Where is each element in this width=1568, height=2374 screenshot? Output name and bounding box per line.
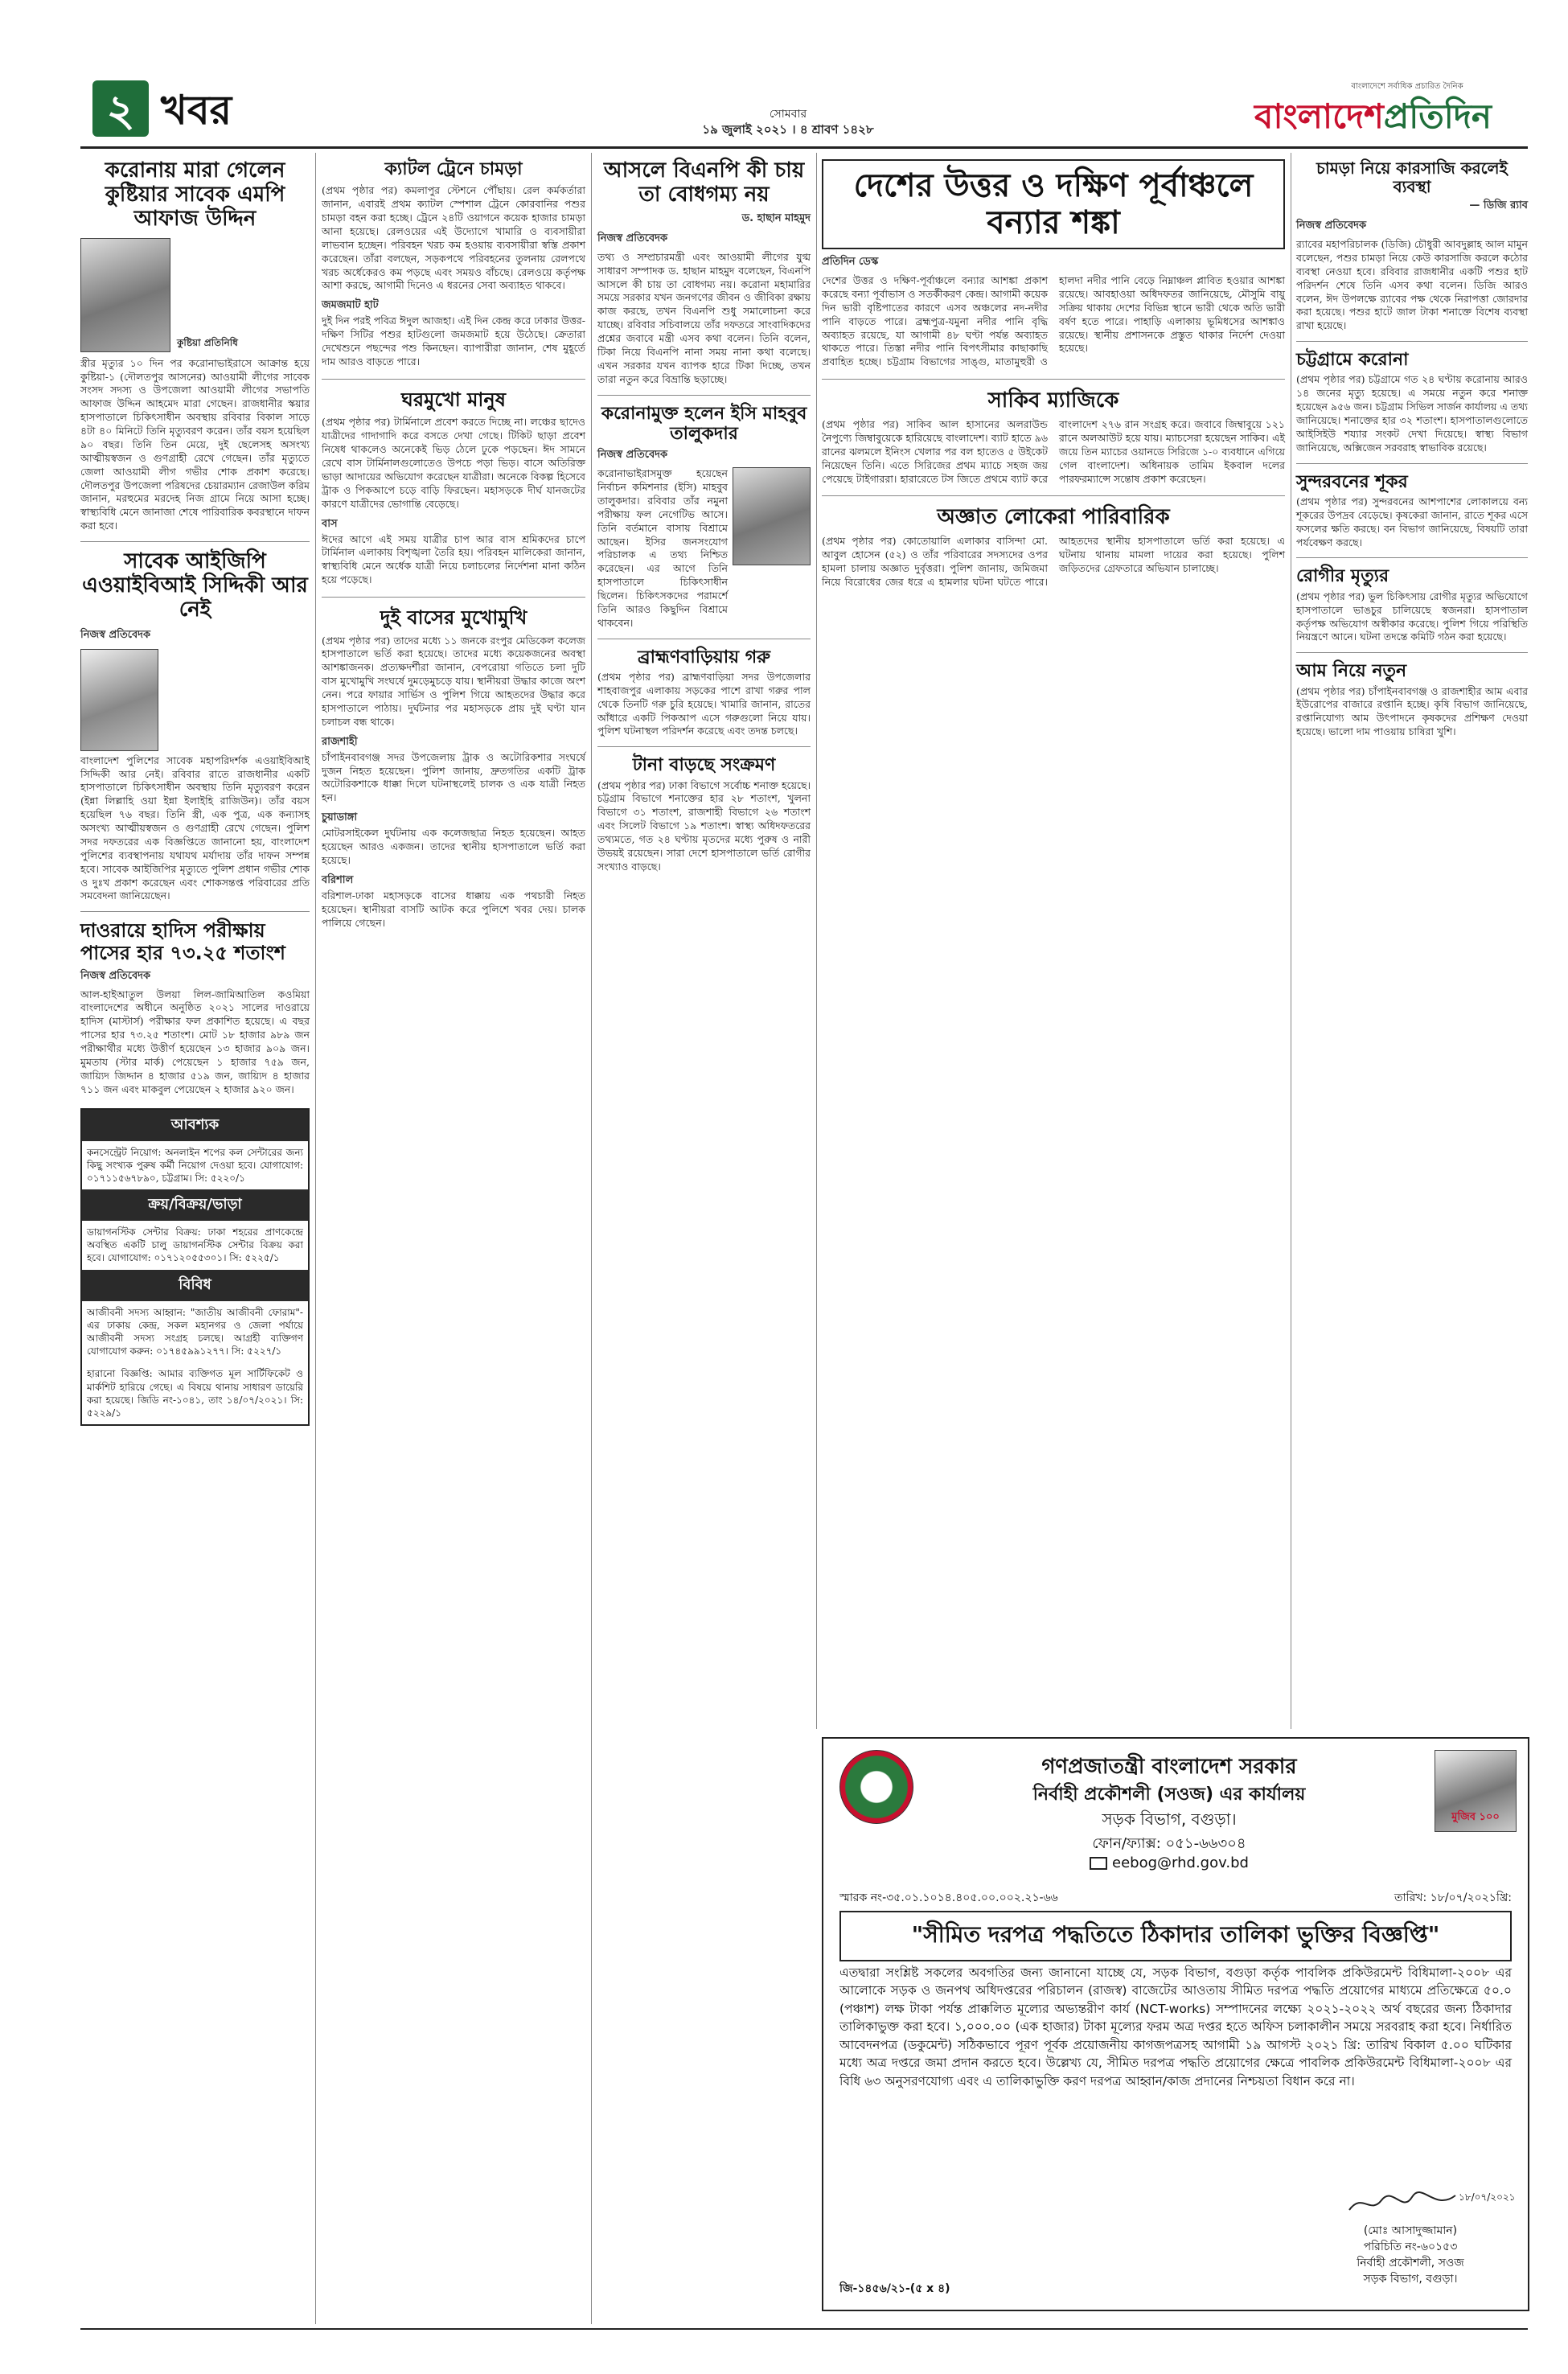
column-right: [1296, 153, 1528, 739]
article-body: ঈদের আগে এই সময় যাত্রীর চাপ আর বাস শ্রমিকদের চাপে টার্মিনাল এলাকায় বিশৃঙ্খলা তৈরি হয়। পরিবহন মালিকেরা জানান, স্বাস্থ্যবিধি মেনে অর্ধেক যাত্রী নিয়ে চলাচলের নির্দেশনা মানা কঠিন হয়ে পড়েছে।: [322, 532, 585, 586]
divider: [1296, 341, 1528, 342]
article-body: (প্রথম পৃষ্ঠার পর) তাদের মধ্যে ১১ জনকে রংপুর মেডিকেল কলেজ হাসপাতালে ভর্তি করা হয়েছে। তাদের মধ্যে কয়েকজনের অবস্থা আশঙ্কাজনক। প্রত্যক্ষদর্শীরা জানান, বেপরোয়া গতিতে চলা দুটি বাস মুখোমুখি সংঘর্ষে দুমড়েমুচড়ে যায়। স্থানীয়রা উদ্ধার কাজে অংশ নেন। পরে ফায়ার সার্ভিস ও পুলিশ গিয়ে আহতদের উদ্ধার করে হাসপাতালে পাঠায়। দুর্ঘটনার পর মহাসড়কে প্রায় দুই ঘণ্টা যান চলাচল বন্ধ থাকে।: [322, 634, 585, 728]
classified-ad: কনসেন্ট্রেট নিয়োগ: অনলাইন শপের কল সেন্টারের জন্য কিছু সংখ্যক পুরুষ কর্মী নিয়োগ দেওয়া হবে। যোগাযোগ: ০১৭১১৫৬৭৮৯০, চট্টগ্রাম। সি: ৫২২০/১: [87, 1146, 303, 1184]
divider: [597, 395, 811, 396]
article-headline: সাবেক আইজিপি এওয়াইবিআই সিদ্দিকী আর নেই: [82, 549, 308, 622]
column-third: [597, 153, 811, 874]
article-body: (প্রথম পৃষ্ঠার পর) কোতোয়ালি এলাকার বাসিন্দা মো. আবুল হোসেন (৫২) ও তাঁর পরিবারের সদস্যদের ওপর হামলা চালায় অজ্ঞাত দুর্বৃত্তরা। পুলিশ জানায়, জমিজমা নিয়ে বিরোধের জের ধরে এ হামলার ঘটনা ঘটতে পারে। আহতদের স্থানীয় হাসপাতালে ভর্তি করা হয়েছে। এ ঘটনায় থানায় মামলা দায়ের করা হয়েছে। পুলিশ জড়িতদের গ্রেফতারে অভিযান চালাচ্ছে।: [822, 535, 1285, 588]
ad-org: গণপ্রজাতন্ত্রী বাংলাদেশ সরকার: [1041, 1755, 1297, 1779]
article-headline: দাওরায়ে হাদিস পরীক্ষায় পাসের হার ৭৩.২৫ শতাংশ: [80, 919, 285, 964]
masthead-rule: [80, 146, 1528, 149]
ad-title: "সীমিত দরপত্র পদ্ধতিতে ঠিকাদার তালিকা ভুক্তির বিজ্ঞপ্তি": [911, 1921, 1440, 1948]
mujib-logo-text: মুজিব ১০০: [1451, 1811, 1500, 1823]
sign-date: ১৮/০৭/২০২১: [1459, 2191, 1516, 2203]
article-body: (প্রথম পৃষ্ঠার পর) ঢাকা বিভাগে সর্বোচ্চ শনাক্ত হয়েছে। চট্টগ্রাম বিভাগে শনাক্তের হার ২৮ শতাংশ, খুলনা বিভাগে ৩১ শতাংশ, রাজশাহী বিভাগে ২৬ শতাংশ এবং সিলেট বিভাগে ১৯ শতাংশ। স্বাস্থ্য অধিদফতরের তথ্যমতে, গত ২৪ ঘণ্টায় মৃতদের মধ্যে পুরুষ ও নারী উভয়ই রয়েছেন। সারা দেশে হাসপাতালে ভর্তি রোগীর সংখ্যাও বাড়ছে।: [597, 778, 811, 873]
article-headline: সাকিব ম্যাজিকে: [987, 388, 1119, 413]
article-body: বরিশাল-ঢাকা মহাসড়কে বাসের ধাক্কায় এক পথচারী নিহত হয়েছেন। স্থানীয়রা বাসটি আটক করে পুলিশে খবর দেয়। চালক পালিয়ে গেছেন।: [322, 889, 585, 929]
column-second: [322, 153, 585, 930]
article-byline: নিজস্ব প্রতিবেদক: [597, 449, 668, 462]
divider: [1296, 463, 1528, 464]
ad-signer-dept: সড়ক বিভাগ, বগুড়া।: [1363, 2273, 1458, 2286]
divider: [322, 379, 585, 380]
paper-tagline: বাংলাদেশে সর্বাধিক প্রচারিত দৈনিক: [1351, 82, 1463, 91]
classified-ad: আজীবনী সদস্য আহ্বান: "জাতীয় আজীবনী ফোরাম"-এর ঢাকায় কেন্দ্র, সকল মহানগর ও জেলা পর্যায়ে আজীবনী সদস্য সংগ্রহ চলছে। আগ্রহী ব্যক্তিগণ যোগাযোগ করুন: ০১৭৪৫৯৯১২৭৭। সি: ৫২২৭/১: [87, 1306, 303, 1357]
column-left: [80, 153, 310, 1426]
article-body: চাঁপাইনবাবগঞ্জ সদর উপজেলায় ট্রাক ও অটোরিকশার সংঘর্ষে দুজন নিহত হয়েছেন। পুলিশ জানায়, দ্রুতগতির একটি ট্রাক অটোরিকশাকে ধাক্কা দিলে ঘটনাস্থলেই চালক ও এক যাত্রী নিহত হন।: [322, 750, 585, 804]
divider: [822, 379, 1285, 380]
column-rule: [591, 153, 592, 2324]
person-photo: [80, 649, 158, 751]
article-headline: দুই বাসের মুখোমুখি: [380, 606, 527, 630]
article-body: (প্রথম পৃষ্ঠার পর) ব্রাহ্মণবাড়িয়া সদর উপজেলার শাহবাজপুর এলাকায় সড়কের পাশে রাখা গরুর পাল থেকে তিনটি গরু চুরি হয়েছে। খামারি জানান, রাতের আঁধারে একটি পিকআপ এসে গরুগুলো নিয়ে যায়। পুলিশ ঘটনাস্থল পরিদর্শন করেছে এবং তদন্ত চলছে।: [597, 670, 811, 737]
article-body: (প্রথম পৃষ্ঠার পর) কমলাপুর স্টেশনে পৌঁছায়। রেল কর্মকর্তারা জানান, এবারই প্রথম ক্যাটল স্পেশাল ট্রেনে কোরবানির পশুর চামড়া বহন করা হচ্ছে। ট্রেনে ২৪টি ওয়াগনে কয়েক হাজার চামড়া আনা হয়েছে। রেলওয়ের এই উদ্যোগে খামারি ও ব্যবসায়ীরা লাভবান হচ্ছেন। পরিবহন খরচ কম হওয়ায় ব্যবসায়ীরা স্বস্তি প্রকাশ করেছেন। তাঁরা বলছেন, সড়কপথে পরিবহনের তুলনায় রেলপথে খরচ অর্ধেকেরও কম পড়ছে এবং সময়ও বাঁচছে। রেলওয়ে কর্তৃপক্ষ আশা করছে, আগামী দিনেও এ ধরনের সেবা অব্যাহত থাকবে।: [322, 184, 585, 292]
article-body: (প্রথম পৃষ্ঠার পর) সুন্দরবনের আশপাশের লোকালয়ে বন্য শূকরের উপদ্রব বেড়েছে। কৃষকেরা জানান, রাতে শূকর এসে ফসলের ক্ষতি করছে। বন বিভাগ জানিয়েছে, বিষয়টি তারা পর্যবেক্ষণ করছে।: [1296, 495, 1528, 548]
paper-logo-part-a: বাংলাদেশ: [1254, 97, 1384, 136]
article-body: স্ত্রীর মৃত্যুর ১০ দিন পর করোনাভাইরাসে আক্রান্ত হয়ে কুষ্টিয়া-১ (দৌলতপুর আসনের) আওয়ামী লীগের সাবেক সংসদ সদস্য ও উপজেলা আওয়ামী লীগের সভাপতি আফাজ উদ্দিন আহমেদ মারা গেছেন। রাজধানীর স্কয়ার হাসপাতালে চিকিৎসাধীন অবস্থায় রবিবার বিকাল সাড়ে ৪টা ৪০ মিনিটে তিনি মৃত্যুবরণ করেন। তাঁর বয়স হয়েছিল ৯০ বছর। তিনি তিন মেয়ে, দুই ছেলেসহ অসংখ্য আত্মীয়স্বজন ও গুণগ্রাহী রেখে গেছেন। তাঁর মৃত্যুতে জেলা আওয়ামী লীগ গভীর শোক প্রকাশ করেছে। দৌলতপুর উপজেলা পরিষদের চেয়ারম্যান রেজাউল করিম জানান, মরহুমের মরদেহ নিজ গ্রামে নিয়ে আসা হচ্ছে। স্বাস্থ্যবিধি মেনে জানাজা শেষে পারিবারিক কবরস্থানে দাফন করা হবে।: [80, 356, 310, 532]
article-byline: কুষ্টিয়া প্রতিনিধি: [177, 336, 238, 348]
article-headline: ঘরমুখো মানুষ: [401, 388, 506, 411]
column-center: [822, 153, 1285, 589]
divider: [80, 911, 310, 912]
article-body: তথ্য ও সম্প্রচারমন্ত্রী এবং আওয়ামী লীগের যুগ্ম সাধারণ সম্পাদক ড. হাছান মাহমুদ বলেছেন, বিএনপি আসলে কী চায় তা বোধগম্য নয়। করোনা মহামারির সময়ে সরকার যখন জনগণের জীবন ও জীবিকা রক্ষায় কাজ করছে, তখন বিএনপি শুধু সমালোচনা করে যাচ্ছে। রবিবার সচিবালয়ে তাঁর দফতরে সাংবাদিকদের প্রশ্নের জবাবে মন্ত্রী এসব কথা বলেন। তিনি বলেন, টিকা নিয়ে বিএনপি নানা সময় নানা কথা বলেছে। এখন সরকার যখন ব্যাপক হারে টিকা দিচ্ছে, তখন তারা নতুন করে বিভ্রান্তি ছড়াচ্ছে।: [597, 250, 811, 385]
classified-ad: ডায়াগনস্টিক সেন্টার বিক্রয়: ঢাকা শহরের প্রাণকেন্দ্রে অবস্থিত একটি চালু ডায়াগনস্টিক সেন্টার বিক্রয় করা হবে। যোগাযোগ: ০১৭১২০৫৫৩০১। সি: ৫২২৫/১: [87, 1226, 303, 1264]
paper-logo-part-b: প্রতিদিন: [1383, 97, 1492, 136]
article-headline: চামড়া নিয়ে কারসাজি করলেই ব্যবস্থা: [1316, 158, 1508, 196]
ad-phone: ফোন/ফ্যাক্স: ০৫১-৬৬৩০৪: [1092, 1835, 1246, 1852]
article-body-lead: [165, 649, 168, 751]
article-byline: নিজস্ব প্রতিবেদক: [80, 969, 151, 982]
article-subhead: চুয়াডাঙ্গা: [322, 811, 358, 824]
divider: [1296, 557, 1528, 558]
masthead: [0, 0, 1568, 153]
article-headline: চট্টগ্রামে করোনা: [1296, 350, 1409, 371]
article-headline: ব্রাহ্মণবাড়িয়ায় গরু: [637, 647, 771, 667]
ad-office: নির্বাহী প্রকৌশলী (সওজ) এর কার্যালয়: [1032, 1785, 1306, 1805]
classified-heading: বিবিধ: [82, 1270, 308, 1301]
article-subhead: রাজশাহী: [322, 735, 358, 748]
article-subhead: ড. হাছান মাহমুদ: [741, 212, 811, 224]
article-headline: টানা বাড়ছে সংক্রমণ: [632, 755, 776, 776]
article-byline: নিজস্ব প্রতিবেদক: [80, 628, 151, 641]
ad-memo: স্মারক নং-৩৫.০১.১০১৪.৪০৫.০০.০০২.২১-৬৬: [839, 1891, 1058, 1904]
ad-signer-title: নির্বাহী প্রকৌশলী, সওজ: [1357, 2257, 1464, 2269]
section-name: খবর: [161, 87, 232, 133]
article-subhead: বাস: [322, 517, 338, 530]
government-tender-ad: [822, 1737, 1529, 2311]
email-icon: [1090, 1857, 1107, 1870]
ad-signer-id: পরিচিতি নং-৬০১৫৩: [1363, 2241, 1458, 2253]
ad-title-box: [839, 1911, 1512, 1961]
article-body: (প্রথম পৃষ্ঠার পর) চট্টগ্রামে গত ২৪ ঘণ্টায় করোনায় আরও ১৪ জনের মৃত্যু হয়েছে। এ সময়ে নতুন করে শনাক্ত হয়েছেন ৯৫৬ জন। চট্টগ্রাম সিভিল সার্জন কার্যালয় এ তথ্য জানিয়েছে। শনাক্তের হার ৩২ শতাংশ। হাসপাতালগুলোতে আইসিইউ শয্যার সংকট দেখা দিয়েছে। স্বাস্থ্য বিভাগ জানিয়েছে, অক্সিজেন সরবরাহ স্বাভাবিক রয়েছে।: [1296, 373, 1528, 454]
footer-rule: [80, 2328, 1528, 2330]
article-headline: করোনায় মারা গেলেন কুষ্টিয়ার সাবেক এমপি আফাজ উদ্দিন: [105, 158, 285, 231]
paper-logo: [1254, 90, 1528, 138]
article-body: দুই দিন পরই পবিত্র ঈদুল আজহা। এই দিন কেন্দ্র করে ঢাকার উত্তর-দক্ষিণ সিটির পশুর হাটগুলো জমজমাট হয়ে উঠেছে। ক্রেতারা দেখেশুনে পছন্দের পশু কিনছেন। ব্যাপারীরা জানান, শেষ মুহূর্তে দাম আরও বাড়তে পারে।: [322, 314, 585, 368]
signature: [1346, 2189, 1459, 2218]
article-body: (প্রথম পৃষ্ঠার পর) টার্মিনালে প্রবেশ করতে দিচ্ছে না। লঞ্চের ছাদেও যাত্রীদের গাদাগাদি করে বসতে দেখা গেছে। টিকিট ছাড়া প্রবেশ নিষেধ থাকলেও অনেকেই ভিড় ঠেলে ঢুকে পড়ছেন। ঈদ সামনে রেখে বাস টার্মিনালগুলোতেও উপচে পড়া ভিড়। বাসে অতিরিক্ত ভাড়া আদায়ের অভিযোগ করেছেন যাত্রীরা। অনেকে বিকল্প হিসেবে ট্রাক ও পিকআপে চড়ে বাড়ি ফিরছেন। মহাসড়কে দীর্ঘ যানজটের কারণে যাত্রীদের ভোগান্তি বেড়েছে।: [322, 416, 585, 510]
divider: [1296, 652, 1528, 653]
ad-email: eebog@rhd.gov.bd: [1112, 1854, 1249, 1871]
column-rule: [816, 153, 817, 1729]
article-body: মোটরসাইকেল দুর্ঘটনায় এক কলেজছাত্র নিহত হয়েছেন। আহত হয়েছেন আরও একজন। তাদের স্থানীয় হাসপাতালে ভর্তি করা হয়েছে।: [322, 827, 585, 866]
divider: [597, 746, 811, 747]
article-body: (প্রথম পৃষ্ঠার পর) চাঁপাইনবাবগঞ্জ ও রাজশাহীর আম এবার ইউরোপের বাজারে রপ্তানি হচ্ছে। কৃষি বিভাগ জানিয়েছে, রপ্তানিযোগ্য আম উৎপাদনে কৃষকদের প্রশিক্ষণ দেওয়া হয়েছে। ভালো দাম পাওয়ায় চাষিরা খুশি।: [1296, 684, 1528, 738]
article-subhead: জমজমাট হাট: [322, 299, 379, 312]
article-body: দেশের উত্তর ও দক্ষিণ-পূর্বাঞ্চলে বন্যার আশঙ্কা প্রকাশ করেছে বন্যা পূর্বাভাস ও সতর্কীকরণ কেন্দ্র। আগামী কয়েক দিন ভারী বৃষ্টিপাতের কারণে এসব অঞ্চলের নদ-নদীর পানি বাড়তে পারে। ব্রহ্মপুত্র-যমুনা নদীর পানি বৃদ্ধি অব্যাহত রয়েছে, যা আগামী ৪৮ ঘণ্টা পর্যন্ত অব্যাহত থাকতে পারে। তিস্তা নদীর পানি বিপৎসীমার কাছাকাছি প্রবাহিত হচ্ছে। চট্টগ্রাম বিভাগের সাঙ্গু, মাতামুহুরী ও হালদা নদীর পানি বেড়ে নিম্নাঞ্চল প্লাবিত হওয়ার আশঙ্কা রয়েছে। আবহাওয়া অধিদফতর জানিয়েছে, মৌসুমি বায়ু সক্রিয় থাকায় দেশের বিভিন্ন স্থানে ভারী থেকে অতি ভারী বর্ষণ হতে পারে। পাহাড়ি এলাকায় ভূমিধসের আশঙ্কাও রয়েছে। স্থানীয় প্রশাসনকে প্রস্তুত থাকার নির্দেশ দেওয়া হয়েছে।: [822, 274, 1285, 368]
article-headline: সুন্দরবনের শূকর: [1296, 471, 1408, 492]
classified-ad: হারানো বিজ্ঞপ্তি: আমার ব্যক্তিগত মূল সার্টিফিকেট ও মার্কশিট হারিয়ে গেছে। এ বিষয়ে থানায় সাধারণ ডায়েরি করা হয়েছে। জিডি নং-১০৪১, তাং ১৪/০৭/২০২১। সি: ৫২২৯/১: [87, 1368, 303, 1419]
article-byline: নিজস্ব প্রতিবেদক: [1296, 220, 1367, 232]
article-body: আল-হাইআতুল উলয়া লিল-জামিআতিল কওমিয়া বাংলাদেশের অধীনে অনুষ্ঠিত ২০২১ সালের দাওরায়ে হাদিস (মাস্টার্স) পরীক্ষার ফল প্রকাশিত হয়েছে। এ বছর পাসের হার ৭৩.২৫ শতাংশ। মোট ১৮ হাজার ৯৮৯ জন পরীক্ষার্থীর মধ্যে উত্তীর্ণ হয়েছেন ১৩ হাজার ৯০৯ জন। মুমতায (স্টার মার্ক) পেয়েছেন ১ হাজার ৭৫৯ জন, জায়্যিদ জিদ্দান ৪ হাজার ৫১৯ জন, জায়্যিদ ৪ হাজার ৭১১ জন এবং মাকবুল পেয়েছেন ২ হাজার ৯২০ জন।: [80, 988, 310, 1095]
classified-heading: আবশ্যক: [82, 1110, 308, 1141]
govt-emblem: [839, 1750, 913, 1824]
column-rule: [315, 153, 316, 2324]
person-photo: [80, 238, 170, 352]
article-body: (প্রথম পৃষ্ঠার পর) সাকিব আল হাসানের অলরাউন্ড নৈপুণ্যে জিম্বাবুয়েকে হারিয়েছে বাংলাদেশ। ব্যাট হাতে ৯৬ রানের ঝলমলে ইনিংস খেলার পর বল হাতেও ৫ উইকেট নিয়েছেন তিনি। এতে সিরিজের প্রথম ম্যাচে সহজ জয় পেয়েছে টাইগাররা। হারারেতে টস জিতে প্রথমে ব্যাট করে বাংলাদেশ ২৭৬ রান সংগ্রহ করে। জবাবে জিম্বাবুয়ে ১২১ রানে অলআউট হয়ে যায়। ম্যাচসেরা হয়েছেন সাকিব। এই জয়ে তিন ম্যাচের ওয়ানডে সিরিজে ১-০ ব্যবধানে এগিয়ে গেল বাংলাদেশ। অধিনায়ক তামিম ইকবাল দলের পারফরম্যান্সে সন্তোষ প্রকাশ করেছেন।: [822, 418, 1285, 485]
article-headline: রোগীর মৃত্যুর: [1296, 566, 1389, 587]
article-headline: আম নিয়ে নতুন: [1296, 661, 1407, 682]
person-photo: [733, 467, 811, 565]
article-body: র‍্যাবের মহাপরিচালক (ডিজি) চৌধুরী আবদুল্লাহ আল মামুন বলেছেন, পশুর চামড়া নিয়ে কেউ কারসাজি করলে কঠোর ব্যবস্থা নেওয়া হবে। রবিবার রাজধানীর একটি পশুর হাট পরিদর্শন শেষে তিনি এসব কথা বলেন। ডিজি আরও বলেন, ঈদ উপলক্ষে র‍্যাবের পক্ষ থেকে নিরাপত্তা জোরদার করা হয়েছে। পশুর হাটে জাল টাকা শনাক্তে বিশেষ ব্যবস্থা রাখা হয়েছে।: [1296, 238, 1528, 332]
article-headline: অজ্ঞাত লোকেরা পারিবারিক: [937, 505, 1170, 530]
article-body: (প্রথম পৃষ্ঠার পর) ভুল চিকিৎসায় রোগীর মৃত্যুর অভিযোগে হাসপাতালে ভাঙচুর চালিয়েছে স্বজনরা। হাসপাতাল কর্তৃপক্ষ অভিযোগ অস্বীকার করেছে। পুলিশ গিয়ে পরিস্থিতি নিয়ন্ত্রণে আনে। ঘটনা তদন্তে কমিটি গঠন করা হয়েছে।: [1296, 589, 1528, 643]
ad-body: এতদ্বারা সংশ্লিষ্ট সকলের অবগতির জন্য জানানো যাচ্ছে যে, সড়ক বিভাগ, বগুড়া কর্তৃক পাবলিক প্রকিউরমেন্ট বিধিমালা-২০০৮ এর আলোকে সড়ক ও জনপথ অধিদপ্তরের পরিচালন (রাজস্ব) বাজেটের আওতায় সীমিত দরপত্র পদ্ধতি প্রয়োগের মাধ্যমে প্রতিক্ষেত্রে ৫০.০ (পঞ্চাশ) লক্ষ টাকা পর্যন্ত প্রাক্কলিত মূল্যের অভ্যন্তরীণ কার্য (NCT-works) সম্পাদনের লক্ষ্যে ২০২১-২০২২ অর্থ বছরের জন্য ঠিকাদার তালিকাভুক্ত করা হবে। ১,০০০.০০ (এক হাজার) টাকা মূল্যের ফরম অত্র দপ্তর হতে অফিস চলাকালীন সময়ে সরবরাহ করা হবে। নির্ধারিত আবেদনপত্র (ডকুমেন্ট) সঠিকভাবে পূরণ পূর্বক প্রয়োজনীয় কাগজপত্রসহ আগামী ১৯ আগস্ট ২০২১ খ্রি: তারিখ বিকাল ৫.০০ ঘটিকার মধ্যে অত্র দপ্তরে জমা প্রদান করতে হবে। উল্লেখ্য যে, সীমিত দরপত্র পদ্ধতি প্রয়োগের ক্ষেত্রে পাবলিক প্রকিউরমেন্ট বিধিমালা-২০০৮ এর বিধি ৬৩ অনুসরণযোগ্য এবং এ তালিকাভুক্তি করণ দরপত্র আহ্বান/কাজ প্রদানের নিশ্চয়তা বিধান করে না।: [839, 1965, 1512, 2089]
article-headline: ক্যাটল ট্রেনে চামড়া: [384, 159, 523, 179]
ad-date: তারিখ: ১৮/০৭/২০২১খ্রি:: [1394, 1891, 1512, 1904]
ad-dept: সড়ক বিভাগ, বগুড়া।: [1102, 1809, 1237, 1829]
article-body: করোনাভাইরাসমুক্ত হয়েছেন নির্বাচন কমিশনার (ইসি) মাহবুব তালুকদার। রবিবার তাঁর নমুনা পরীক্ষায় ফল নেগেটিভ আসে। তিনি বর্তমানে বাসায় বিশ্রামে আছেন। ইসির জনসংযোগ পরিচালক এ তথ্য নিশ্চিত করেছেন। এর আগে তিনি হাসপাতালে চিকিৎসাধীন ছিলেন। চিকিৎসকদের পরামর্শে তিনি আরও কিছুদিন বিশ্রামে থাকবেন।: [597, 467, 728, 629]
classified-heading: ক্রয়/বিক্রয়/ভাড়া: [82, 1189, 308, 1221]
article-byline: নিজস্ব প্রতিবেদক: [597, 232, 668, 244]
article-subhead: বরিশাল: [322, 873, 354, 886]
article-attribution: — ডিজি র‍্যাব: [1469, 199, 1528, 212]
divider: [822, 495, 1285, 496]
ad-email-row: [928, 1854, 1410, 1871]
mujib-logo: [1435, 1750, 1517, 1832]
divider: [80, 541, 310, 542]
article-byline: প্রতিদিন ডেস্ক: [822, 256, 879, 268]
lead-headline: দেশের উত্তর ও দক্ষিণ পূর্বাঞ্চলে বন্যার শঙ্কা: [853, 167, 1254, 241]
ad-code: জি-১৪৫৬/২১-(৫ x ৪): [839, 2282, 950, 2295]
issue-day: সোমবার: [769, 108, 807, 121]
page-number: ২: [106, 85, 135, 136]
article-headline: আসলে বিএনপি কী চায় তা বোধগম্য নয়: [603, 158, 805, 207]
divider: [322, 597, 585, 598]
article-headline: করোনামুক্ত হলেন ইসি মাহবুব তালুকদার: [601, 403, 807, 444]
ad-signer: (মোঃ আসাদুজ্জামান): [1363, 2224, 1458, 2237]
classifieds-box: [80, 1108, 310, 1427]
article-body: বাংলাদেশ পুলিশের সাবেক মহাপরিদর্শক এওয়াইবিআই সিদ্দিকী আর নেই। রবিবার রাতে রাজধানীর একটি হাসপাতালে চিকিৎসাধীন অবস্থায় তিনি মৃত্যুবরণ করেন (ইন্না লিল্লাহি ওয়া ইন্না ইলাইহি রাজিউন)। তাঁর বয়স হয়েছিল ৭৬ বছর। তিনি স্ত্রী, এক পুত্র, এক কন্যাসহ অসংখ্য আত্মীয়স্বজন ও গুণগ্রাহী রেখে গেছেন। পুলিশ সদর দফতরের এক বিজ্ঞপ্তিতে জানানো হয়, বাংলাদেশ পুলিশের ব্যবস্থাপনায় যথাযথ মর্যাদায় তাঁর দাফন সম্পন্ন হবে। সাবেক আইজিপির মৃত্যুতে পুলিশ প্রধান গভীর শোক ও দুঃখ প্রকাশ করেছেন এবং শোকসন্তপ্ত পরিবারের প্রতি সমবেদনা জানিয়েছেন।: [80, 754, 310, 902]
issue-date: ১৯ জুলাই ২০২১ । ৪ শ্রাবণ ১৪২৮: [702, 122, 874, 137]
lead-headline-box: [822, 159, 1285, 249]
